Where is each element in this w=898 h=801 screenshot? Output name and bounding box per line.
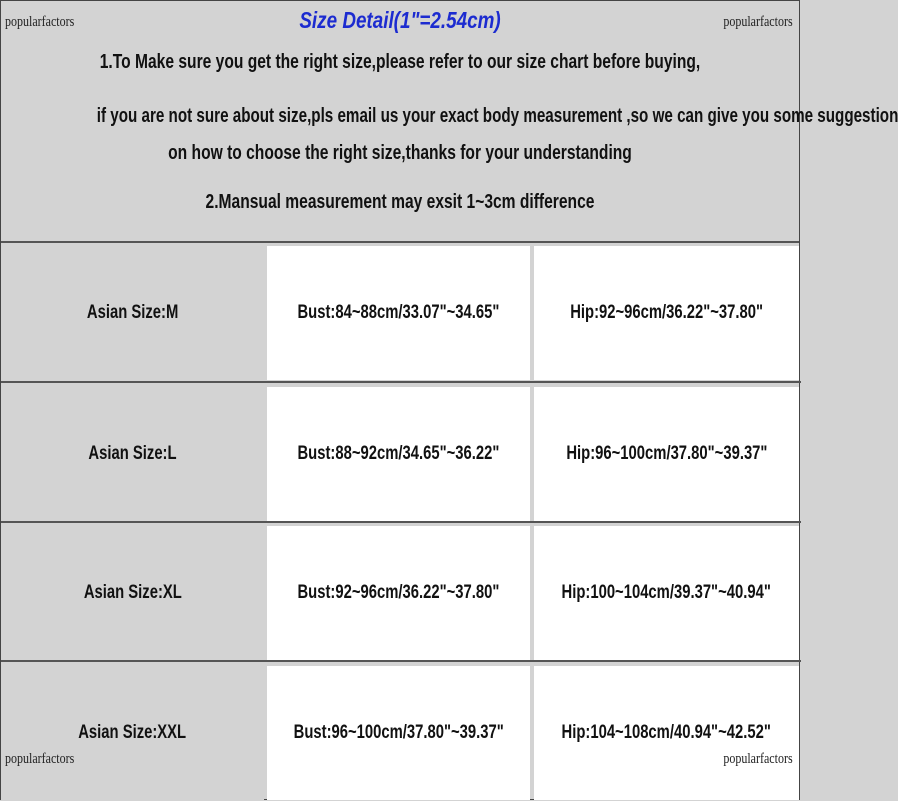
size-cell [1, 387, 264, 521]
hip-value: Hip:96~100cm/37.80"~39.37" [565, 443, 768, 464]
bust-value: Bust:84~88cm/33.07"~34.65" [297, 302, 500, 323]
bust-value: Bust:88~92cm/34.65"~36.22" [297, 443, 500, 464]
instruction-line-4: 2.Mansual measurement may exsit 1~3cm difference [205, 191, 595, 213]
row-divider [1, 381, 801, 383]
watermark-bottom-right: popularfactors [723, 751, 793, 767]
hip-cell [534, 387, 799, 521]
size-label: Asian Size:L [88, 443, 177, 464]
size-label: Asian Size:XL [83, 582, 182, 603]
size-label: Asian Size:XXL [78, 722, 187, 743]
table-row [1, 384, 801, 522]
instruction-line-1: 1.To Make sure you get the right size,please refer to our size chart before buying, [99, 51, 701, 73]
bust-cell [267, 387, 530, 521]
bust-value: Bust:96~100cm/37.80"~39.37" [293, 722, 504, 743]
watermark-bottom-left: popularfactors [5, 751, 75, 767]
size-cell [1, 666, 264, 800]
bust-cell [267, 526, 530, 660]
watermark-top-left: popularfactors [5, 14, 75, 30]
hip-value: Hip:100~104cm/39.37"~40.94" [561, 582, 772, 603]
hip-cell [534, 526, 799, 660]
hip-cell [534, 666, 799, 800]
size-label: Asian Size:M [86, 302, 179, 323]
table-row [1, 663, 801, 801]
size-detail-title: Size Detail(1"=2.54cm) [299, 7, 501, 33]
bust-cell [267, 666, 530, 800]
hip-cell [534, 246, 799, 380]
hip-value: Hip:104~108cm/40.94"~42.52" [561, 722, 772, 743]
row-divider [1, 660, 801, 662]
bust-cell [267, 246, 530, 380]
bust-value: Bust:92~96cm/36.22"~37.80" [297, 582, 500, 603]
instruction-line-3: on how to choose the right size,thanks for your understanding [168, 142, 632, 164]
instruction-line-2: if you are not sure about size,pls email us your exact body measurement ,so we can give you some suggestion [96, 105, 898, 127]
size-cell [1, 246, 264, 380]
size-cell [1, 526, 264, 660]
size-detail-header [1, 1, 898, 243]
hip-value: Hip:92~96cm/36.22"~37.80" [570, 302, 763, 323]
table-row [1, 243, 801, 381]
watermark-top-right: popularfactors [723, 14, 793, 30]
table-row [1, 523, 801, 661]
